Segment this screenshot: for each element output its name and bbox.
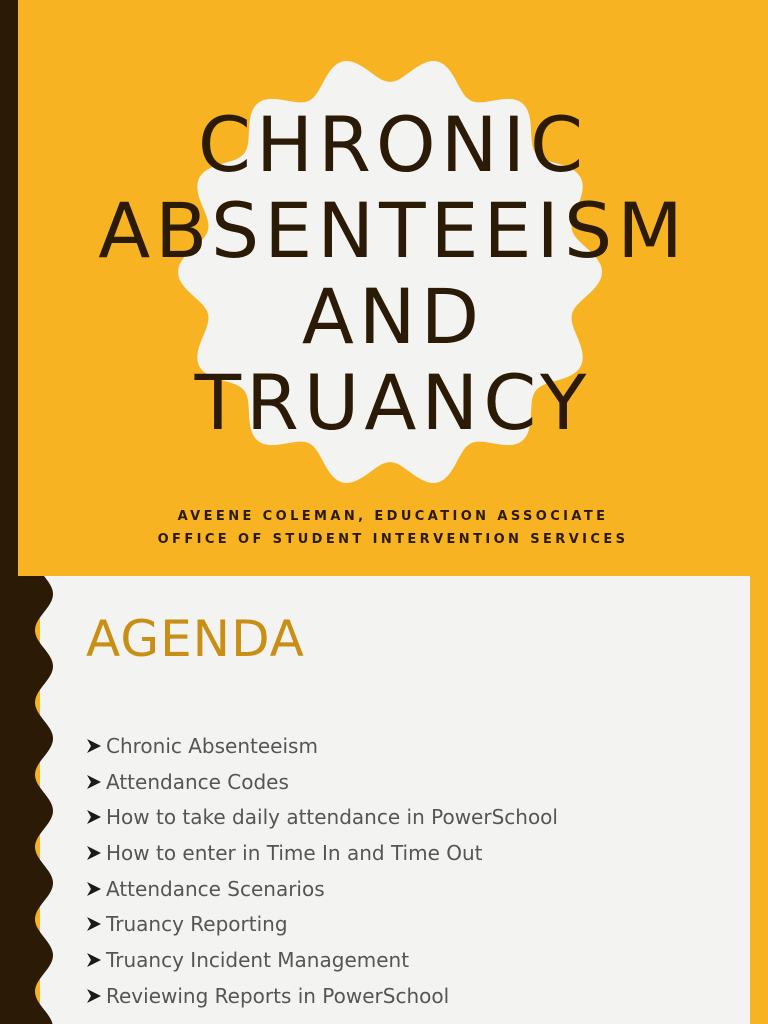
slide-subtitle — [18, 505, 768, 551]
agenda-item-label: Reviewing Reports in PowerSchool — [106, 983, 450, 1008]
arrowhead-bullet-icon — [86, 845, 102, 861]
title-line-3: AND — [301, 272, 485, 361]
title-line-2: ABSENTEEISM — [98, 186, 688, 275]
arrowhead-bullet-icon — [86, 952, 102, 968]
subtitle-office: OFFICE OF STUDENT INTERVENTION SERVICES — [157, 532, 629, 547]
agenda-item-label: How to take daily attendance in PowerSchool — [106, 805, 558, 830]
arrowhead-bullet-icon — [86, 988, 102, 1004]
left-accent-bar — [0, 0, 18, 576]
arrowhead-bullet-icon — [86, 774, 102, 790]
title-line-4: TRUANCY — [194, 358, 592, 447]
arrowhead-bullet-icon — [86, 809, 102, 825]
agenda-item-label: Chronic Absenteeism — [106, 734, 318, 758]
wavy-edge-decoration — [0, 576, 60, 1024]
arrowhead-bullet-icon — [86, 881, 102, 897]
arrowhead-bullet-icon — [86, 738, 102, 754]
agenda-item-label: How to enter in Time In and Time Out — [106, 841, 483, 866]
agenda-item-label: Truancy Reporting — [106, 912, 288, 937]
arrowhead-bullet-icon — [86, 916, 102, 932]
agenda-item-label: Truancy Incident Management — [106, 948, 410, 973]
title-line-1: CHRONIC — [197, 100, 589, 189]
agenda-item-label: Attendance Scenarios — [106, 876, 325, 901]
slide-title — [18, 102, 768, 446]
agenda-slide — [0, 576, 768, 1024]
subtitle-author: AVEENE COLEMAN, EDUCATION ASSOCIATE — [177, 509, 609, 524]
agenda-heading: AGENDA — [86, 610, 305, 668]
agenda-item-label: Attendance Codes — [106, 769, 289, 794]
